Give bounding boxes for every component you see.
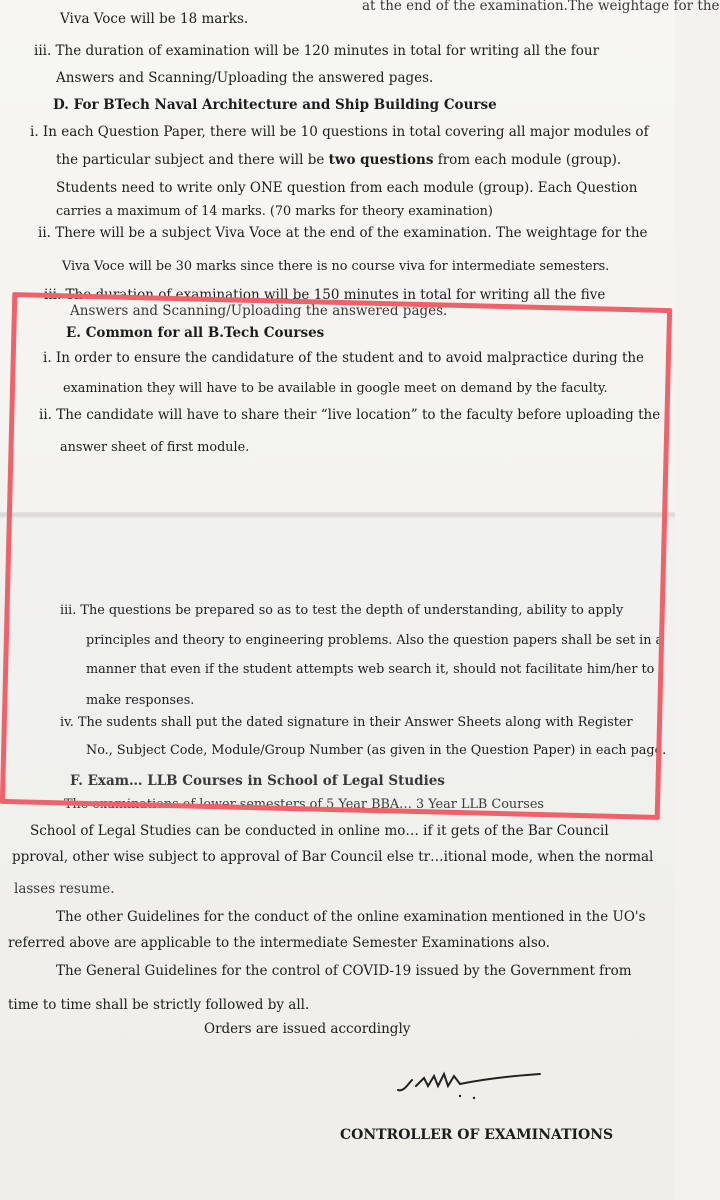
highlight-box: [0, 292, 672, 820]
list-item-i: i. In order to ensure the candidature of the student and to avoid malpractice during the: [43, 350, 645, 366]
text-line-cut: Answers and Scanning/Uploading the answered pages.: [70, 303, 448, 319]
text-line: Answers and Scanning/Uploading the answered pages.: [56, 70, 434, 86]
text-line: referred above are applicable to the intermediate Semester Examinations also.: [8, 935, 550, 951]
emphasis-text: two questions: [328, 152, 434, 168]
text-line: The General Guidelines for the control of COVID-19 issued by the Government from: [56, 963, 632, 979]
text-line: Viva Voce will be 30 marks since there is no course viva for intermediate semesters.: [62, 259, 610, 274]
list-item-ii: ii. There will be a subject Viva Voce at the end of the examination. The weightage for the: [38, 225, 648, 241]
closing-line: Orders are issued accordingly: [204, 1021, 411, 1037]
section-heading-e: E. Common for all B.Tech Courses: [66, 325, 325, 341]
text-span: the particular subject and there will be: [56, 152, 325, 168]
text-line: at the end of the examination.The weightage for the: [362, 0, 720, 14]
text-line: Viva Voce will be 18 marks.: [60, 11, 249, 27]
text-line: manner that even if the student attempts web search it, should not facilitate him/her to: [86, 662, 655, 677]
text-line: The examinations of lower semesters of 5 Year BBA… 3 Year LLB Courses: [64, 797, 544, 812]
list-item-iv: iv. The sudents shall put the dated signature in their Answer Sheets along with Register: [60, 715, 633, 730]
signatory-title: CONTROLLER OF EXAMINATIONS: [340, 1127, 614, 1143]
list-item-iii: iii. The duration of examination will be 150 minutes in total for writing all the five: [44, 287, 606, 303]
text-line: No., Subject Code, Module/Group Number (as given in the Question Paper) in each page.: [86, 743, 667, 758]
text-span: from each module (group).: [437, 152, 622, 168]
section-heading-f: F. Exam… LLB Courses in School of Legal Studies: [70, 773, 445, 789]
list-item-iii: iii. The duration of examination will be 120 minutes in total for writing all the four: [34, 43, 600, 59]
signature-mark: [390, 1062, 550, 1102]
text-line: [56, 151, 621, 169]
list-item-i: i. In each Question Paper, there will be 10 questions in total covering all major modules of: [30, 124, 649, 140]
list-item-iii: iii. The questions be prepared so as to test the depth of understanding, ability to apply: [60, 603, 624, 618]
list-item-ii: ii. The candidate will have to share their “live location” to the faculty before uploading the: [39, 407, 661, 423]
text-line: lasses resume.: [14, 881, 115, 897]
text-line: Students need to write only ONE question from each module (group). Each Question: [56, 180, 638, 196]
text-line: The other Guidelines for the conduct of the online examination mentioned in the UO's: [56, 909, 646, 925]
text-line: principles and theory to engineering problems. Also the question papers shall be set in a: [86, 633, 664, 648]
text-line: examination they will have to be available in google meet on demand by the faculty.: [63, 381, 608, 396]
section-heading-d: D. For BTech Naval Architecture and Ship Building Course: [53, 97, 497, 113]
text-line: answer sheet of first module.: [60, 440, 250, 455]
text-line: time to time shall be strictly followed by all.: [8, 997, 310, 1013]
text-line: pproval, other wise subject to approval of Bar Council else tr…itional mode, when the normal: [12, 849, 654, 865]
text-line: School of Legal Studies can be conducted in online mo… if it gets of the Bar Council: [30, 823, 609, 839]
text-line: make responses.: [86, 693, 195, 708]
text-line: carries a maximum of 14 marks. (70 marks for theory examination): [56, 204, 493, 219]
